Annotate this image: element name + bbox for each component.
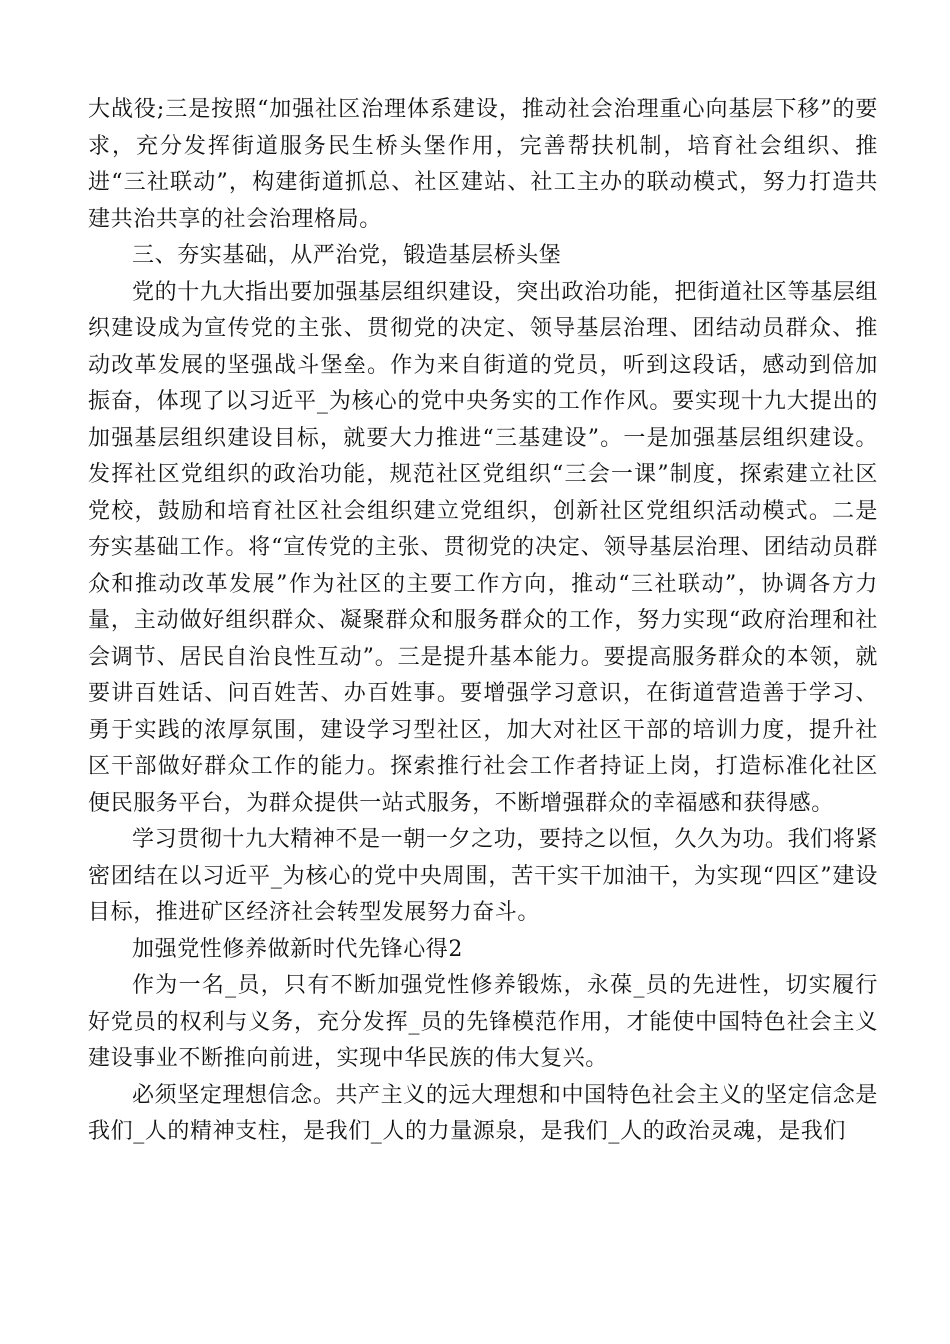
section-heading-three: 三、夯实基础，从严治党，锻造基层桥头堡 <box>132 243 562 268</box>
paragraph-conclusion: 学习贯彻十九大精神不是一朝一夕之功，要持之以恒，久久为功。我们将紧密团结在以习近平_为核心的党中央周围，苦干实干加油干，为实现“四区”建设目标，推进矿区经济社会转型发展努力奋斗。 <box>88 827 878 925</box>
paragraph-strategy-requirement: 大战役;三是按照“加强社区治理体系建设，推动社会治理重心向基层下移”的要求，充分发挥街道服务民生桥头堡作用，完善帮扶机制，培育社会组织、推进“三社联动”，构建街道抓总、社区建站、社工主办的联动模式，努力打造共建共治共享的社会治理格局。 <box>88 97 878 232</box>
paragraph-ideals-beliefs: 必须坚定理想信念。共产主义的远大理想和中国特色社会主义的坚定信念是我们_人的精神支柱，是我们_人的力量源泉，是我们_人的政治灵魂，是我们 <box>88 1082 878 1144</box>
document-body <box>88 92 878 1151</box>
article-title-2: 加强党性修养做新时代先锋心得2 <box>132 936 463 962</box>
paragraph-party-member-role: 作为一名_员，只有不断加强党性修养锻炼，永葆_员的先进性，切实履行好党员的权利与义务，充分发挥_员的先锋模范作用，才能使中国特色社会主义建设事业不断推向前进，实现中华民族的伟大复兴。 <box>88 973 878 1071</box>
paragraph-grassroots-organization: 党的十九大指出要加强基层组织建设，突出政治功能，把街道社区等基层组织建设成为宣传党的主张、贯彻党的决定、领导基层治理、团结动员群众、推动改革发展的坚强战斗堡垒。作为来自街道的党员，听到这段话，感动到倍加振奋，体现了以习近平_为核心的党中央务实的工作作风。要实现十九大提出的加强基层组织建设目标，就要大力推进“三基建设”。一是加强基层组织建设。发挥社区党组织的政治功能，规范社区党组织“三会一课”制度，探索建立社区党校，鼓励和培育社区社会组织建立党组织，创新社区党组织活动模式。二是夯实基础工作。将“宣传党的主张、贯彻党的决定、领导基层治理、团结动员群众和推动改革发展”作为社区的主要工作方向，推动“三社联动”，协调各方力量，主动做好组织群众、凝聚群众和服务群众的工作，努力实现“政府治理和社会调节、居民自治良性互动”。三是提升基本能力。要提高服务群众的本领，就要讲百姓话、问百姓苦、办百姓事。要增强学习意识，在街道营造善于学习、勇于实践的浓厚氛围，建设学习型社区，加大对社区干部的培训力度，提升社区干部做好群众工作的能力。探索推行社会工作者持证上岗，打造标准化社区便民服务平台，为群众提供一站式服务，不断增强群众的幸福感和获得感。 <box>88 279 878 816</box>
